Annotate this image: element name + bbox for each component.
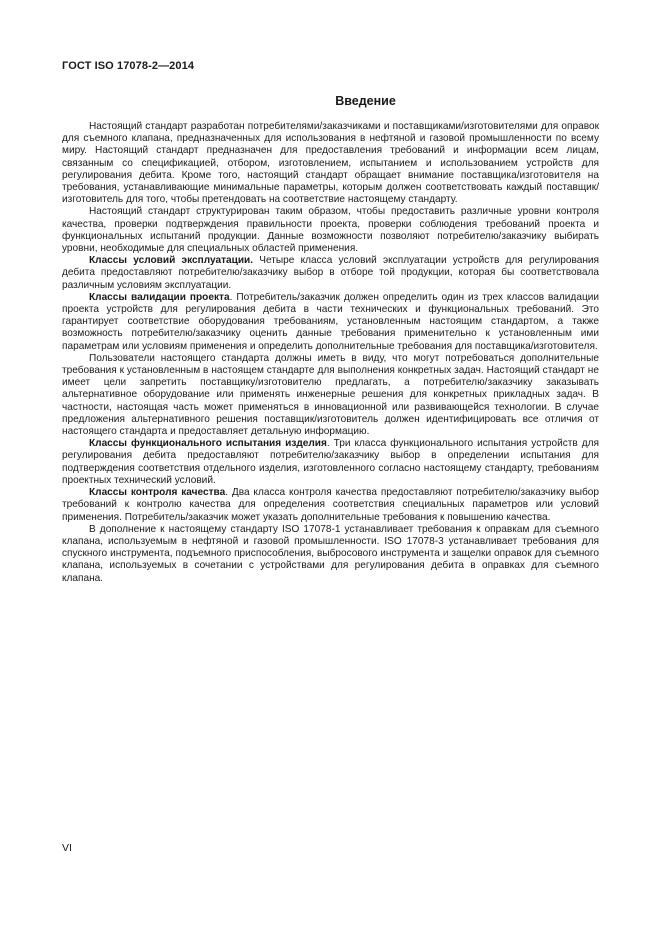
paragraph-text: В дополнение к настоящему стандарту ISO 17078-1 устанавливает требования к оправкам для съемного клапана, используемым в нефтяной и газовой промышленности. ISO 17078-3 устанавливает требования для спускного инструмента, подъемного приспособления, выбросового инструмента и защелки оправок для съемного клапана, используемых в сочетании с устройствами для регулирования дебита в оправках для съемного клапана.	[62, 523, 599, 584]
paragraph-text: . Два класса контроля качества предоставляют потребителю/заказчику выбор требований к контролю качества для определения соответствия специальных параметров или условий применения. Потребитель/заказчик может указать дополнительные требования к повышению качества.	[62, 487, 599, 523]
paragraph-text: . Потребитель/заказчик должен определить один из трех классов валидации проекта устройств для регулирования дебита в части технических и функциональных требований. Это гарантирует соответствие оборудования требованиям, установленным настоящим стандартом, а также возможность потребителю/заказчику оценить данные требования применительно к установленным ими параметрам или условиям применения и определить дополнительные требования для поставщика/изготовителя.	[62, 291, 599, 352]
paragraph-text: Четыре класса условий эксплуатации устройств для регулирования дебита предоставляют потребителю/заказчику выбор в отборе той продукции, которая бы соответствовала различным условиям эксплуатации.	[62, 255, 600, 291]
paragraph-text: Пользователи настоящего стандарта должны иметь в виду, что могут потребоваться дополнительные требования к установленным в настоящем стандарте для выполнения конкретных задач. Настоящий стандарт не имеет цели запретить поставщику/изготовителю предлагать, а потребителю/заказчику заказывать альтернативное оборудование или применять инженерные решения для конкретных прикладных задач. В частности, настоящая часть может применяться в инновационной или развивающейся технологии. В случае предложения альтернативного решения поставщик/изготовитель должен идентифицировать все отличия от настоящего стандарта и предоставляет детальную информацию.	[62, 352, 599, 438]
paragraph-5	[62, 353, 599, 438]
paragraph-4	[62, 292, 599, 353]
paragraph-3	[62, 255, 599, 292]
body-text	[62, 121, 599, 585]
paragraph-lead: Классы функционального испытания изделия	[89, 438, 327, 450]
page-number: VI	[62, 842, 72, 854]
paragraph-lead: Классы условий эксплуатации.	[89, 255, 254, 267]
paragraph-2	[62, 206, 599, 255]
paragraph-lead: Классы валидации проекта	[89, 291, 230, 303]
paragraph-7	[62, 487, 599, 524]
paragraph-text: . Три класса функционального испытания устройств для регулирования дебита предоставляют потребителю/заказчику выбор в определении испытания для подтверждения соответствия отдельного изделия, изготовленного согласно настоящему стандарту, требованиям проектных технический условий.	[62, 438, 599, 486]
paragraph-text: Настоящий стандарт структурирован таким образом, чтобы предоставить различные уровни контроля качества, проверки подтверждения правильности проекта, проверки соблюдения требований проекта и функциональных испытаний продукции. Данные возможности позволяют потребителю/заказчику выбирать уровни, необходимые для специальных областей применения.	[62, 206, 599, 255]
paragraph-8	[62, 524, 599, 585]
paragraph-lead: Классы контроля качества	[89, 487, 226, 499]
standard-header: ГОСТ ISO 17078-2—2014	[62, 60, 195, 72]
paragraph-1	[62, 121, 599, 206]
page-title: Введение	[335, 94, 396, 108]
paragraph-6	[62, 438, 599, 487]
paragraph-text: Настоящий стандарт разработан потребителями/заказчиками и поставщиками/изготовителями для оправок для съемного клапана, предназначенных для использования в нефтяной и газовой промышленности по всему миру. Настоящий стандарт предназначен для предоставления требований и информации всем лицам, связанным со спецификацией, отбором, изготовлением, испытанием и использованием устройств для регулирования дебита. Кроме того, настоящий стандарт обращает внимание поставщика/изготовителя на требования, устанавливающие минимальные параметры, которым должен соответствовать каждый поставщик/изготовитель для того, чтобы претендовать на соответствие настоящему стандарту.	[62, 121, 599, 206]
